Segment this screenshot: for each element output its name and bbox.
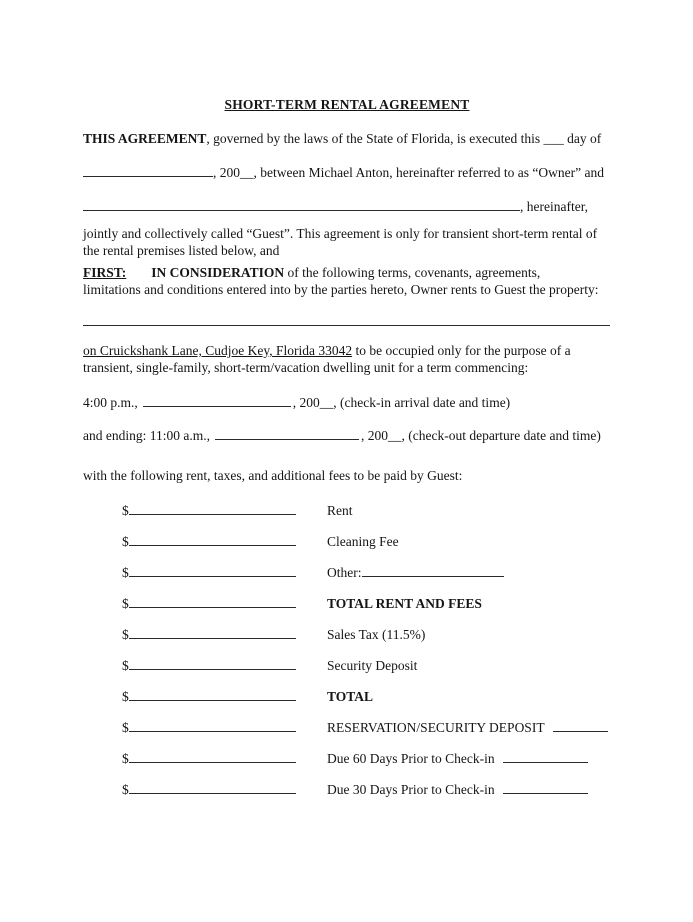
fee-amount-cell	[122, 563, 327, 581]
fee-amount-cell	[122, 687, 327, 705]
fees-intro-line: with the following rent, taxes, and additional fees to be paid by Guest:	[83, 468, 463, 483]
intro-line-2	[83, 163, 611, 181]
fee-label: Rent	[327, 503, 353, 518]
property-address-text: on Cruickshank Lane, Cudjoe Key, Florida 33042	[83, 343, 353, 358]
due-30-date-blank	[503, 780, 588, 794]
intro-line-1	[83, 130, 611, 147]
fee-row-due-30-days	[122, 780, 611, 798]
dollar-sign: $	[122, 720, 129, 735]
sales-tax-amount-blank	[129, 625, 296, 639]
first-clause-line-2: limitations and conditions entered into by the parties hereto, Owner rents to Guest the property:	[83, 282, 599, 297]
checkin-date-blank	[143, 393, 291, 407]
rent-amount-blank	[129, 501, 296, 515]
fee-row-rent	[122, 501, 611, 519]
in-consideration-label: IN CONSIDERATION	[151, 265, 285, 280]
checkin-time-text: 4:00 p.m.,	[83, 395, 138, 410]
fee-amount-cell	[122, 749, 327, 767]
checkout-note-text: (check-out departure date and time)	[404, 428, 601, 443]
fee-amount-cell	[122, 656, 327, 674]
fee-amount-cell	[122, 501, 327, 519]
fee-label: Cleaning Fee	[327, 534, 399, 549]
property-line-1	[83, 342, 611, 359]
due-60-date-blank	[503, 749, 588, 763]
other-amount-blank	[129, 563, 296, 577]
dollar-sign: $	[122, 658, 129, 673]
dollar-sign: $	[122, 503, 129, 518]
dollar-sign: $	[122, 627, 129, 642]
fee-amount-cell	[122, 780, 327, 798]
guest-name-blank	[83, 197, 520, 211]
fee-label: Sales Tax (11.5%)	[327, 627, 426, 642]
intro-line-2-text: , 200__, between Michael Anton, hereinafter referred to as “Owner” and	[213, 165, 604, 180]
checkout-time-text: and ending: 11:00 a.m.,	[83, 428, 210, 443]
security-deposit-amount-blank	[129, 656, 296, 670]
due-30-amount-blank	[129, 780, 296, 794]
document-title: SHORT-TERM RENTAL AGREEMENT	[224, 97, 470, 112]
fee-row-security-deposit	[122, 656, 611, 674]
property-address-blank	[83, 325, 610, 326]
fee-label: Due 60 Days Prior to Check-in	[327, 751, 495, 766]
fee-label: TOTAL RENT AND FEES	[327, 596, 482, 611]
reservation-deposit-amount-blank	[129, 718, 296, 732]
total-rent-fees-amount-blank	[129, 594, 296, 608]
fee-amount-cell	[122, 532, 327, 550]
fee-row-total	[122, 687, 611, 705]
property-line-1-text: to be occupied only for the purpose of a	[352, 343, 571, 358]
total-amount-blank	[129, 687, 296, 701]
fee-row-reservation-deposit	[122, 718, 611, 736]
this-agreement-label: THIS AGREEMENT	[83, 131, 207, 146]
fee-row-cleaning	[122, 532, 611, 550]
first-clause-label: FIRST:	[83, 265, 127, 280]
fee-row-other	[122, 563, 611, 581]
checkin-year-text: , 200__,	[292, 395, 337, 410]
intro-line-3-text: , hereinafter,	[520, 199, 589, 214]
document-content	[83, 0, 611, 798]
dollar-sign: $	[122, 689, 129, 704]
first-clause-line-1-text: of the following terms, covenants, agreements,	[284, 265, 541, 280]
reservation-deposit-blank	[553, 718, 608, 732]
intro-line-5: the rental premises listed below, and	[83, 243, 280, 258]
dollar-sign: $	[122, 782, 129, 797]
execution-date-blank	[83, 163, 213, 177]
checkout-year-text: , 200__,	[360, 428, 405, 443]
fee-amount-cell	[122, 718, 327, 736]
fee-amount-cell	[122, 594, 327, 612]
other-description-blank	[362, 563, 504, 577]
dollar-sign: $	[122, 565, 129, 580]
due-60-amount-blank	[129, 749, 296, 763]
cleaning-amount-blank	[129, 532, 296, 546]
fee-label: TOTAL	[327, 689, 374, 704]
dollar-sign: $	[122, 534, 129, 549]
first-clause-line-1	[83, 264, 611, 281]
intro-line-1-text: , governed by the laws of the State of Florida, is executed this ___ day of	[206, 131, 602, 146]
dollar-sign: $	[122, 596, 129, 611]
fee-label: Other:	[327, 565, 362, 580]
checkout-line	[83, 426, 611, 444]
fee-row-total-rent-fees	[122, 594, 611, 612]
dollar-sign: $	[122, 751, 129, 766]
property-line-2: transient, single-family, short-term/vacation dwelling unit for a term commencing:	[83, 360, 529, 375]
fee-row-due-60-days	[122, 749, 611, 767]
fee-label: Security Deposit	[327, 658, 418, 673]
checkout-date-blank	[215, 426, 359, 440]
fee-label: Due 30 Days Prior to Check-in	[327, 782, 495, 797]
intro-line-4: jointly and collectively called “Guest”. This agreement is only for transient short-term rental of	[83, 226, 598, 241]
checkin-line	[83, 393, 611, 411]
fee-row-sales-tax	[122, 625, 611, 643]
checkin-note-text: (check-in arrival date and time)	[336, 395, 511, 410]
fee-amount-cell	[122, 625, 327, 643]
fee-label: RESERVATION/SECURITY DEPOSIT	[327, 720, 545, 735]
intro-line-3	[83, 197, 611, 215]
